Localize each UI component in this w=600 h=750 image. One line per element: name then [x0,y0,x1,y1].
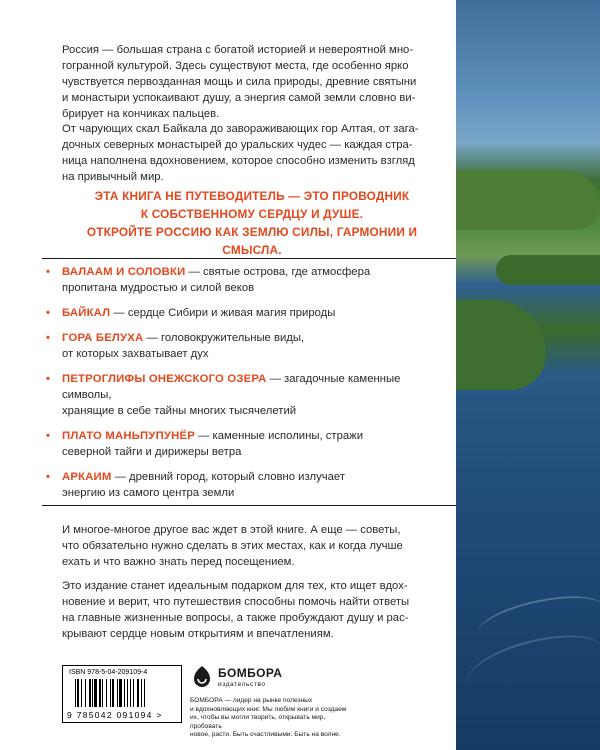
barcode-bar [133,679,134,707]
photo-forest [456,300,546,390]
barcode-bar [110,679,111,707]
place-description: — каменные исполины, стражи северной тайги и дирижеры ветра [62,430,364,458]
intro-paragraph-1: Россия — большая страна с богатой историей и невероятной мно- гогранной культурой. Здесь существуют места, где особенно ярко чувствуется первозданная мощь и сила природы, древние святыни и монастыри успокаивают душу, а энергия самой земли словно ви- брирует на кончиках пальцев. [62,44,417,120]
barcode-bar [106,679,107,707]
divider-bottom [42,505,456,506]
barcode-bar [85,679,86,707]
publisher-subtitle: издательство [218,681,266,688]
place-item [42,469,442,501]
barcode-bar [127,679,128,707]
barcode-bar [112,679,114,707]
lake-landscape-photo [456,0,600,750]
barcode-bar [99,679,101,707]
place-name: ВАЛААМ И СОЛОВКИ [62,266,186,278]
barcode-bar [75,679,76,707]
headline-slogan: ЭТА КНИГА НЕ ПУТЕВОДИТЕЛЬ — ЭТО ПРОВОДНИК К СОБСТВЕННОМУ СЕРДЦУ И ДУШЕ. ОТКРОЙТЕ РОССИЮ КАК ЗЕМЛЮ СИЛЫ, ГАРМОНИИ И СМЫСЛА. [86,189,418,257]
photo-shore [456,170,600,230]
barcode [62,665,182,723]
place-name: АРКАИМ [62,471,112,483]
place-item [42,330,442,362]
publisher-logo [190,664,310,694]
barcode-bar [137,679,139,707]
barcode-bar [119,679,122,707]
place-description: — головокружительные виды, от которых захватывает дух [62,332,305,360]
place-item [42,264,442,296]
places-list [42,264,442,501]
publisher-about: БОМБОРА — лидер на рынке полезных и вдохновляющих книг. Мы любим книги и создаем их, чтобы вы могли творить, открывать мир, пробовать новое, расти. Быть счастливыми. Быть на волне. [190,697,347,739]
bullet-icon: • [46,471,50,483]
barcode-bars [75,679,171,707]
barcode-bar [141,679,142,707]
place-description: — загадочные каменные символы, хранящие в себе тайны многих тысячелетий [62,373,401,417]
place-description: — сердце Сибири и живая магия природы [110,307,336,319]
photo-island [496,255,600,285]
place-name: ПЕТРОГЛИФЫ ОНЕЖСКОГО ОЗЕРА [62,373,267,385]
publisher-name: БОМБОРА [218,666,283,680]
barcode-bar [124,679,125,707]
barcode-bar [89,679,91,707]
barcode-bar [130,679,131,707]
place-item [42,428,442,460]
bullet-icon: • [46,430,50,442]
bullet-icon: • [46,266,50,278]
place-description: — святые острова, где атмосфера пропитана мудростью и силой веков [62,266,371,294]
bullet-icon: • [46,332,50,344]
barcode-bar [92,679,93,707]
place-item [42,305,442,321]
place-name: БАЙКАЛ [62,307,111,319]
divider-top [42,258,456,259]
place-item [42,371,442,419]
barcode-bar [77,679,79,707]
outro-paragraph-2: Это издание станет идеальным подарком для тех, кто ищет вдох- новение и верит, что путешествия способны помочь найти ответы на главные жизненные вопросы, а также пробуждают душу и рас- крывают сердце новым открытиям и впечатлениям. [62,580,410,640]
barcode-bar [102,679,103,707]
isbn-number: ISBN 978-5-04-209109-4 [69,669,148,676]
barcode-bar [81,679,82,707]
ean-number: 9 785042 091094 > [67,710,163,720]
outro-paragraph-1: И многое-многое другое вас ждет в этой книге. А еще — советы, что обязательно нужно сделать в этих местах, как и когда лучше ехать и что важно знать перед посещением. [62,524,403,568]
bombora-logo-icon [190,664,214,688]
barcode-bar [117,679,118,707]
place-description: — древний город, который словно излучает энергию из самого центра земли [62,471,346,499]
place-name: ПЛАТО МАНЬПУПУНЁР [62,430,195,442]
bullet-icon: • [46,373,50,385]
barcode-bar [144,679,145,707]
bullet-icon: • [46,307,50,319]
barcode-bar [94,679,97,707]
intro-paragraph-2: От чарующих скал Байкала до завораживающих гор Алтая, от зага- дочных северных монастырей до уральских чудес — каждая стра- ница наполнена вдохновением, которое способно изменить взгляд на привычный мир. [62,123,419,183]
place-name: ГОРА БЕЛУХА [62,332,144,344]
